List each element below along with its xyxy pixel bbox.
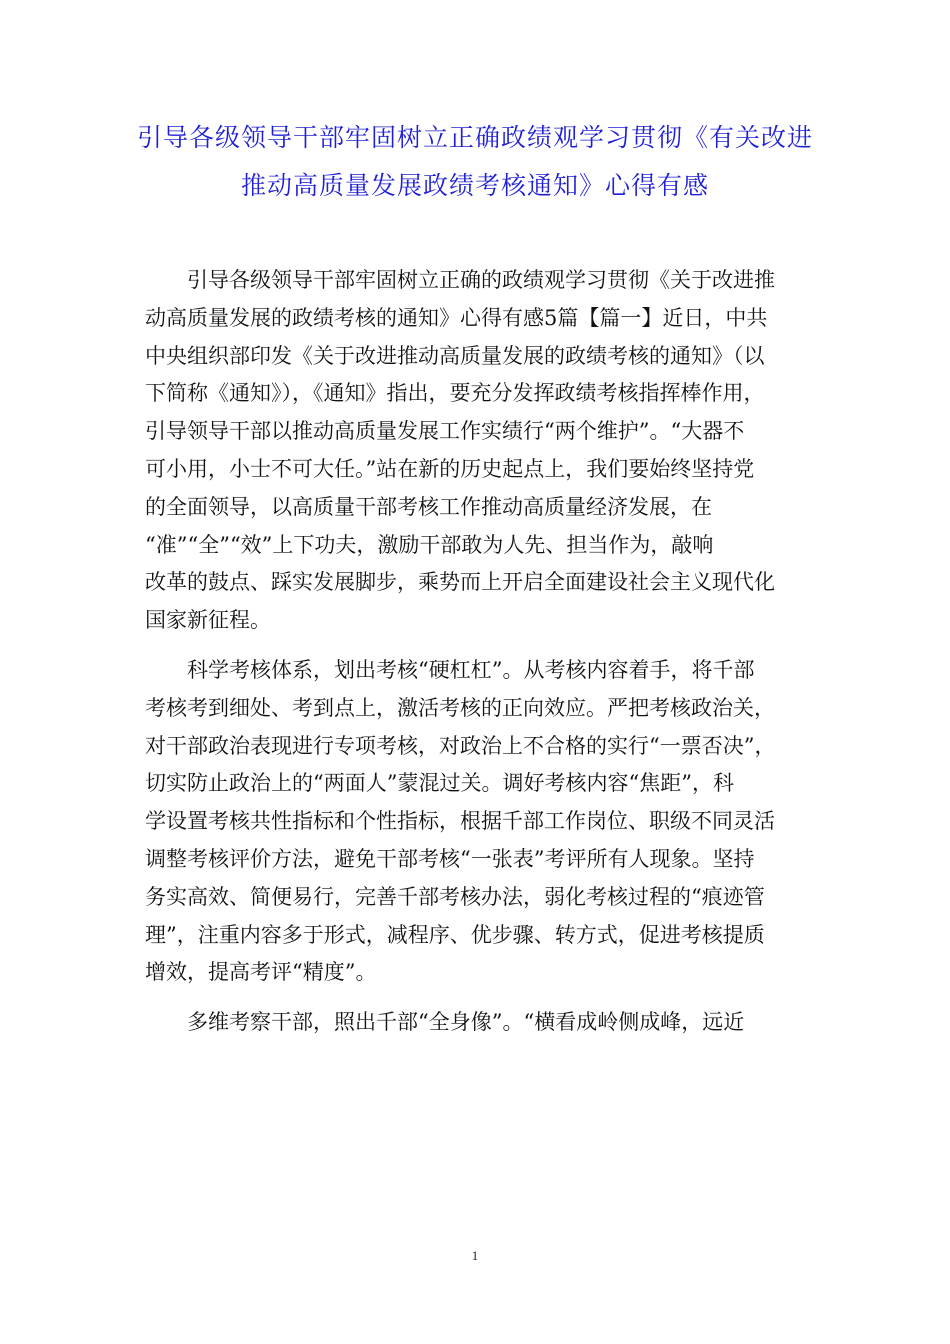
text-line: 理”，注重内容多于形式，减程序、优步骤、转方式，促进考核提质 <box>145 922 765 947</box>
text-line: 中央组织部印发《关于改进推动高质量发展的政绩考核的通知》（以 <box>145 343 765 368</box>
title-line: 推动高质量发展政绩考核通知》心得有感 <box>240 171 709 200</box>
text-line: 多维考察干部，照出千部“全身像”。“横看成岭侧成峰，远近 <box>187 1010 745 1035</box>
text-line: 引导领导干部以推动高质量发展工作实绩行“两个维护”。“大器不 <box>145 419 745 444</box>
text-line: 对干部政治表现进行专项考核，对政治上不合格的实行“一票否决”， <box>145 733 776 758</box>
text-line: 引导各级领导干部牢固树立正确的政绩观学习贯彻《关于改进推 <box>187 268 775 292</box>
paragraph-3 <box>145 1004 810 1042</box>
text-line: 可小用，小士不可大任。”站在新的历史起点上，我们要始终坚持党 <box>145 456 755 481</box>
text-line: “准”“全”“效”上下功夫，激励干部敢为人先、担当作为，敲响 <box>145 532 714 557</box>
paragraph-2 <box>145 652 810 992</box>
text-line: 动高质量发展的政绩考核的通知》心得有感5篇【篇一】近日，中共 <box>145 305 768 330</box>
document-body <box>145 262 810 1054</box>
text-line: 增效，提高考评“精度”。 <box>145 960 377 985</box>
text-line: 国家新征程。 <box>145 608 271 633</box>
document-title <box>120 114 830 210</box>
title-line: 引导各级领导干部牢固树立正确政绩观学习贯彻《有关改进 <box>136 123 813 152</box>
text-line: 务实高效、简便易行，完善千部考核办法，弱化考核过程的“痕迹管 <box>145 884 765 909</box>
text-line: 学设置考核共性指标和个性指标，根据千部工作岗位、职级不同灵活 <box>145 809 775 834</box>
text-line: 科学考核体系，划出考核“硬杠杠”。从考核内容着手，将千部 <box>187 657 755 682</box>
text-line: 切实防止政治上的“两面人”蒙混过关。调好考核内容“焦距”，科 <box>145 771 734 796</box>
text-line: 调整考核评价方法，避免干部考核“一张表”考评所有人现象。坚持 <box>145 846 755 871</box>
text-line: 考核考到细处、考到点上，激活考核的正向效应。严把考核政治关， <box>145 695 775 720</box>
text-line: 的全面领导，以高质量干部考核工作推动高质量经济发展，在 <box>145 494 712 519</box>
paragraph-1 <box>145 262 810 640</box>
text-line: 下简称《通知》），《通知》指出，要充分发挥政绩考核指挥棒作用， <box>145 381 765 406</box>
text-line: 改革的鼓点、踩实发展脚步，乘势而上开启全面建设社会主义现代化 <box>145 570 775 595</box>
page-number: 1 <box>471 1248 479 1263</box>
